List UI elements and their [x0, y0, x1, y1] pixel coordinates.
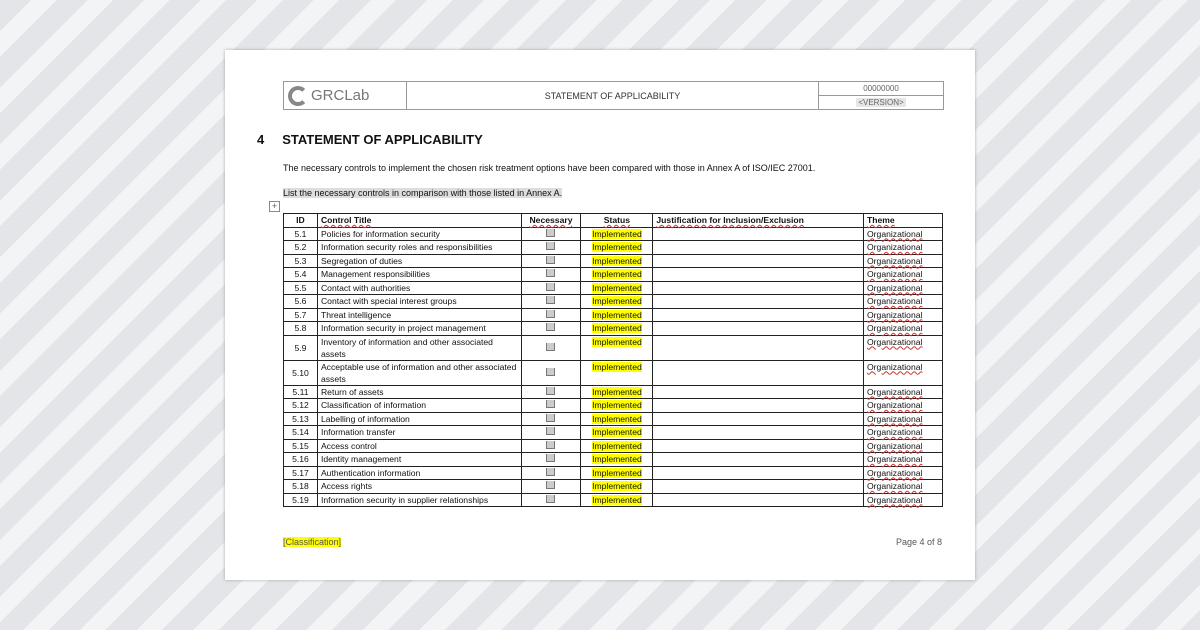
- theme-cell: [864, 360, 943, 385]
- section-heading: [257, 132, 501, 147]
- control-id: 5.19: [284, 493, 318, 507]
- justification-cell[interactable]: [653, 412, 864, 426]
- status-cell: [581, 360, 653, 385]
- theme-cell: [864, 439, 943, 453]
- status-value[interactable]: Implemented: [592, 336, 642, 347]
- necessary-checkbox[interactable]: [546, 387, 555, 395]
- control-id: 5.9: [284, 335, 318, 360]
- theme-value: Organizational: [867, 336, 923, 347]
- status-value[interactable]: Implemented: [592, 413, 642, 424]
- necessary-cell: [521, 335, 581, 360]
- control-title: Access control: [317, 439, 521, 453]
- control-id: 5.15: [284, 439, 318, 453]
- column-header: Justification for Inclusion/Exclusion: [653, 214, 864, 228]
- control-id: 5.7: [284, 308, 318, 322]
- theme-cell: [864, 227, 943, 241]
- status-value[interactable]: Implemented: [592, 386, 642, 397]
- necessary-cell: [521, 385, 581, 399]
- control-id: 5.16: [284, 453, 318, 467]
- table-row: [284, 241, 943, 255]
- justification-cell[interactable]: [653, 360, 864, 385]
- control-title: Threat intelligence: [317, 308, 521, 322]
- control-id: 5.13: [284, 412, 318, 426]
- status-cell: [581, 453, 653, 467]
- control-id: 5.12: [284, 399, 318, 413]
- control-id: 5.17: [284, 466, 318, 480]
- theme-value: Organizational: [867, 454, 923, 464]
- justification-cell[interactable]: [653, 480, 864, 494]
- status-cell: [581, 254, 653, 268]
- status-value[interactable]: Implemented: [592, 361, 642, 372]
- control-title: Contact with authorities: [317, 281, 521, 295]
- status-value[interactable]: Implemented: [592, 481, 642, 491]
- header-title: STATEMENT OF APPLICABILITY: [407, 82, 819, 109]
- control-id: 5.14: [284, 426, 318, 440]
- theme-cell: [864, 426, 943, 440]
- theme-value: Organizational: [867, 323, 923, 333]
- status-cell: [581, 426, 653, 440]
- status-cell: [581, 268, 653, 282]
- status-value[interactable]: Implemented: [592, 400, 642, 410]
- control-title: Policies for information security: [317, 227, 521, 241]
- control-title: Inventory of information and other associated assets: [317, 335, 521, 360]
- theme-cell: [864, 254, 943, 268]
- necessary-cell: [521, 322, 581, 336]
- control-title: Return of assets: [317, 385, 521, 399]
- necessary-checkbox[interactable]: [546, 269, 555, 277]
- status-cell: [581, 281, 653, 295]
- status-cell: [581, 322, 653, 336]
- theme-value: Organizational: [867, 427, 923, 437]
- justification-cell[interactable]: [653, 322, 864, 336]
- table-move-handle-icon[interactable]: +: [269, 201, 280, 212]
- necessary-cell: [521, 493, 581, 507]
- theme-cell: [864, 268, 943, 282]
- status-cell: [581, 466, 653, 480]
- theme-cell: [864, 466, 943, 480]
- theme-cell: [864, 493, 943, 507]
- theme-cell: [864, 412, 943, 426]
- table-row: [284, 322, 943, 336]
- section-number: 4: [257, 132, 265, 147]
- necessary-checkbox[interactable]: [546, 343, 555, 351]
- theme-cell: [864, 322, 943, 336]
- intro-paragraph: The necessary controls to implement the chosen risk treatment options have been compared with those in Annex A of ISO/IEC 27001.: [283, 163, 816, 173]
- page-number: Page 4 of 8: [895, 537, 942, 547]
- logo-icon: [288, 86, 308, 106]
- justification-cell[interactable]: [653, 426, 864, 440]
- theme-value: Organizational: [867, 269, 923, 279]
- necessary-checkbox[interactable]: [546, 229, 555, 237]
- document-page: [225, 50, 975, 580]
- logo-text: GRCLab: [311, 87, 370, 104]
- version-field[interactable]: <VERSION>: [858, 98, 904, 107]
- document-header: [283, 81, 944, 110]
- justification-cell[interactable]: [653, 453, 864, 467]
- necessary-checkbox[interactable]: [546, 468, 555, 476]
- controls-table: [283, 213, 943, 507]
- table-row: [284, 412, 943, 426]
- grclab-logo: [284, 82, 407, 109]
- control-title: Information security in project management: [317, 322, 521, 336]
- status-value[interactable]: Implemented: [592, 454, 642, 464]
- necessary-checkbox[interactable]: [546, 441, 555, 449]
- theme-cell: [864, 399, 943, 413]
- control-title: Acceptable use of information and other associated assets: [317, 360, 521, 385]
- theme-value: Organizational: [867, 440, 923, 451]
- control-title: Identity management: [317, 453, 521, 467]
- control-title: Information security in supplier relationships: [317, 493, 521, 507]
- justification-cell[interactable]: [653, 385, 864, 399]
- column-header: Necessary: [521, 214, 581, 228]
- necessary-checkbox[interactable]: [546, 427, 555, 435]
- column-header: Status: [581, 214, 653, 228]
- necessary-checkbox[interactable]: [546, 296, 555, 304]
- justification-cell[interactable]: [653, 281, 864, 295]
- theme-cell: [864, 281, 943, 295]
- status-value[interactable]: Implemented: [592, 309, 642, 320]
- status-cell: [581, 241, 653, 255]
- control-id: 5.1: [284, 227, 318, 241]
- status-value[interactable]: Implemented: [592, 467, 642, 478]
- status-cell: [581, 399, 653, 413]
- status-cell: [581, 412, 653, 426]
- control-title: Information security roles and responsibilities: [317, 241, 521, 255]
- table-row: [284, 295, 943, 309]
- table-row: [284, 335, 943, 360]
- control-id: 5.3: [284, 254, 318, 268]
- justification-cell[interactable]: [653, 268, 864, 282]
- theme-value: Organizational: [867, 361, 923, 372]
- necessary-checkbox[interactable]: [546, 400, 555, 408]
- control-title: Information transfer: [317, 426, 521, 440]
- justification-cell[interactable]: [653, 295, 864, 309]
- necessary-cell: [521, 308, 581, 322]
- necessary-checkbox[interactable]: [546, 414, 555, 422]
- status-value[interactable]: Implemented: [592, 242, 642, 252]
- table-row: [284, 308, 943, 322]
- status-cell: [581, 295, 653, 309]
- necessary-cell: [521, 254, 581, 268]
- status-value[interactable]: Implemented: [592, 255, 642, 266]
- status-value[interactable]: Implemented: [592, 427, 642, 437]
- table-row: [284, 227, 943, 241]
- necessary-checkbox[interactable]: [546, 256, 555, 264]
- theme-cell: [864, 385, 943, 399]
- status-cell: [581, 227, 653, 241]
- theme-value: Organizational: [867, 400, 923, 410]
- status-cell: [581, 439, 653, 453]
- necessary-checkbox[interactable]: [546, 368, 555, 376]
- control-title: Segregation of duties: [317, 254, 521, 268]
- necessary-checkbox[interactable]: [546, 242, 555, 250]
- control-title: Labelling of information: [317, 412, 521, 426]
- justification-cell[interactable]: [653, 466, 864, 480]
- necessary-cell: [521, 412, 581, 426]
- justification-cell[interactable]: [653, 227, 864, 241]
- status-cell: [581, 335, 653, 360]
- status-value[interactable]: Implemented: [592, 282, 642, 293]
- status-cell: [581, 480, 653, 494]
- table-row: [284, 493, 943, 507]
- necessary-cell: [521, 227, 581, 241]
- justification-cell[interactable]: [653, 254, 864, 268]
- necessary-cell: [521, 426, 581, 440]
- table-row: [284, 360, 943, 385]
- control-title: Contact with special interest groups: [317, 295, 521, 309]
- justification-cell[interactable]: [653, 439, 864, 453]
- necessary-cell: [521, 439, 581, 453]
- status-value[interactable]: Implemented: [592, 494, 642, 505]
- necessary-cell: [521, 360, 581, 385]
- table-row: [284, 268, 943, 282]
- status-cell: [581, 493, 653, 507]
- table-row: [284, 466, 943, 480]
- theme-value: Organizational: [867, 386, 923, 397]
- theme-cell: [864, 453, 943, 467]
- necessary-checkbox[interactable]: [546, 323, 555, 331]
- table-row: [284, 426, 943, 440]
- status-value[interactable]: Implemented: [592, 440, 642, 451]
- status-value[interactable]: Implemented: [592, 323, 642, 333]
- justification-cell[interactable]: [653, 399, 864, 413]
- theme-cell: [864, 335, 943, 360]
- necessary-checkbox[interactable]: [546, 283, 555, 291]
- necessary-checkbox[interactable]: [546, 495, 555, 503]
- theme-value: Organizational: [867, 296, 923, 306]
- column-header: Control Title: [317, 214, 521, 228]
- table-row: [284, 453, 943, 467]
- justification-cell[interactable]: [653, 308, 864, 322]
- necessary-cell: [521, 295, 581, 309]
- necessary-cell: [521, 268, 581, 282]
- table-row: [284, 399, 943, 413]
- table-row: [284, 439, 943, 453]
- necessary-checkbox[interactable]: [546, 310, 555, 318]
- justification-cell[interactable]: [653, 335, 864, 360]
- necessary-cell: [521, 480, 581, 494]
- control-title: Management responsibilities: [317, 268, 521, 282]
- control-id: 5.4: [284, 268, 318, 282]
- table-row: [284, 281, 943, 295]
- status-cell: [581, 308, 653, 322]
- control-id: 5.2: [284, 241, 318, 255]
- theme-value: Organizational: [867, 282, 923, 293]
- control-id: 5.18: [284, 480, 318, 494]
- theme-value: Organizational: [867, 309, 923, 320]
- necessary-checkbox[interactable]: [546, 454, 555, 462]
- theme-cell: [864, 295, 943, 309]
- status-value[interactable]: Implemented: [592, 269, 642, 279]
- control-id: 5.10: [284, 360, 318, 385]
- theme-value: Organizational: [867, 494, 923, 505]
- column-header: ID: [284, 214, 318, 228]
- control-id: 5.8: [284, 322, 318, 336]
- necessary-cell: [521, 241, 581, 255]
- necessary-cell: [521, 399, 581, 413]
- column-header: Theme: [864, 214, 943, 228]
- control-title: Authentication information: [317, 466, 521, 480]
- theme-cell: [864, 241, 943, 255]
- control-id: 5.5: [284, 281, 318, 295]
- control-id: 5.6: [284, 295, 318, 309]
- status-value[interactable]: Implemented: [592, 228, 642, 239]
- section-title: STATEMENT OF APPLICABILITY: [282, 132, 483, 147]
- control-title: Classification of information: [317, 399, 521, 413]
- theme-value: Organizational: [867, 467, 923, 478]
- table-row: [284, 385, 943, 399]
- table-row: [284, 254, 943, 268]
- necessary-cell: [521, 281, 581, 295]
- classification-field[interactable]: [Classification]: [283, 537, 342, 547]
- theme-cell: [864, 308, 943, 322]
- necessary-checkbox[interactable]: [546, 481, 555, 489]
- doc-number: 00000000: [819, 82, 943, 96]
- theme-value: Organizational: [867, 255, 923, 266]
- theme-value: Organizational: [867, 242, 923, 252]
- theme-value: Organizational: [867, 481, 923, 491]
- table-row: [284, 480, 943, 494]
- necessary-cell: [521, 466, 581, 480]
- justification-cell[interactable]: [653, 241, 864, 255]
- status-value[interactable]: Implemented: [592, 296, 642, 306]
- theme-cell: [864, 480, 943, 494]
- theme-value: Organizational: [867, 413, 923, 424]
- status-cell: [581, 385, 653, 399]
- control-id: 5.11: [284, 385, 318, 399]
- instruction-paragraph[interactable]: List the necessary controls in comparison with those listed in Annex A.: [283, 188, 563, 198]
- control-title: Access rights: [317, 480, 521, 494]
- necessary-cell: [521, 453, 581, 467]
- theme-value: Organizational: [867, 228, 923, 239]
- justification-cell[interactable]: [653, 493, 864, 507]
